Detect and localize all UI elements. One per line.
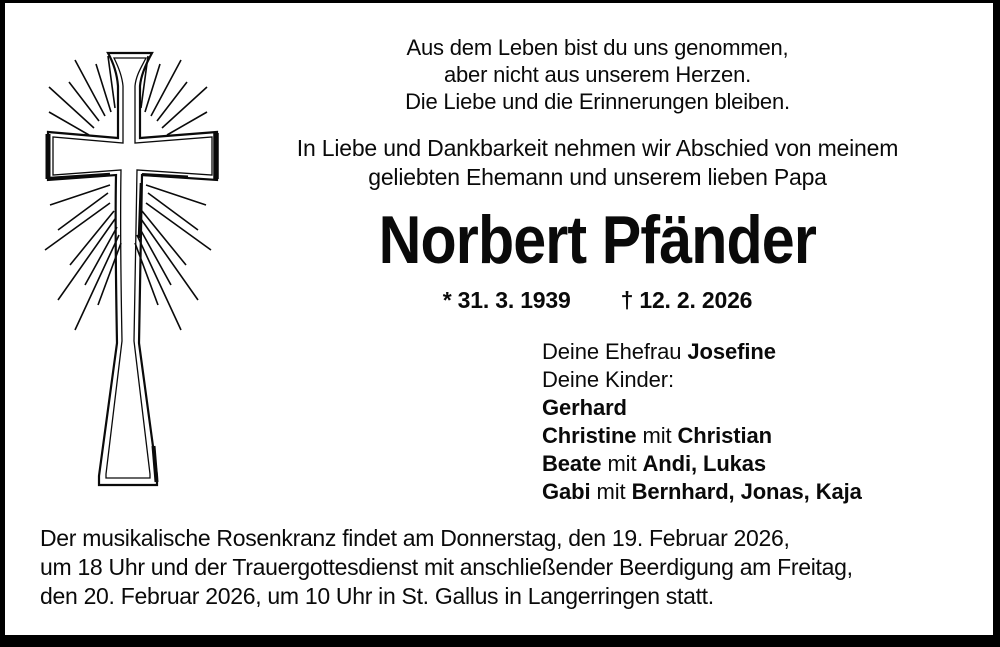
mourner-name: Christian [677, 423, 772, 448]
epigraph-line: Aus dem Leben bist du uns genommen, [406, 35, 789, 60]
cross-icon [30, 48, 230, 492]
epigraph-verse [245, 34, 950, 115]
mourner-line [542, 394, 862, 422]
cross-rays [45, 56, 211, 330]
farewell-intro [245, 134, 950, 192]
cross-outer-outline [48, 53, 217, 485]
epigraph-line: aber nicht aus unserem Herzen. [443, 62, 752, 87]
mourner-name: Gabi [542, 479, 591, 504]
mourner-line [542, 422, 862, 450]
mourner-connector: mit [607, 451, 637, 476]
mourner-relation: Deine Kinder: [542, 367, 674, 392]
intro-line: In Liebe und Dankbarkeit nehmen wir Abschied von meinem [296, 135, 899, 161]
mourner-name: Andi, Lukas [642, 451, 767, 476]
birth-date: * 31. 3. 1939 [442, 287, 571, 313]
death-date: † 12. 2. 2026 [620, 287, 753, 313]
mourner-name: Christine [542, 423, 637, 448]
intro-line: geliebten Ehemann und unserem lieben Papa [368, 164, 827, 190]
radiant-cross-illustration [30, 48, 230, 492]
mourner-relation: Deine Ehefrau [542, 339, 682, 364]
mourner-name: Bernhard, Jonas, Kaja [631, 479, 862, 504]
mourner-line [542, 338, 862, 366]
life-dates [245, 287, 950, 314]
deceased-name [245, 202, 950, 278]
funeral-line: um 18 Uhr und der Trauergottesdienst mit anschließender Beerdigung am Freitag, [40, 554, 853, 580]
mourner-line [542, 366, 862, 394]
mourner-name: Beate [542, 451, 602, 476]
deceased-name-text: Norbert Pfänder [378, 202, 817, 278]
mourners-list [542, 338, 862, 506]
mourner-connector: mit [642, 423, 672, 448]
mourner-line [542, 478, 862, 506]
funeral-line: Der musikalische Rosenkranz findet am Donnerstag, den 19. Februar 2026, [40, 525, 790, 551]
epigraph-line: Die Liebe und die Erinnerungen bleiben. [405, 89, 790, 114]
funeral-announcement [40, 524, 970, 611]
mourner-connector: mit [596, 479, 626, 504]
mourner-name: Josefine [687, 339, 776, 364]
cross-shadow-accents [48, 133, 216, 482]
mourner-name: Gerhard [542, 395, 627, 420]
mourner-line [542, 450, 862, 478]
funeral-line: den 20. Februar 2026, um 10 Uhr in St. Gallus in Langerringen statt. [40, 583, 714, 609]
cross-inner-outline [53, 58, 212, 478]
